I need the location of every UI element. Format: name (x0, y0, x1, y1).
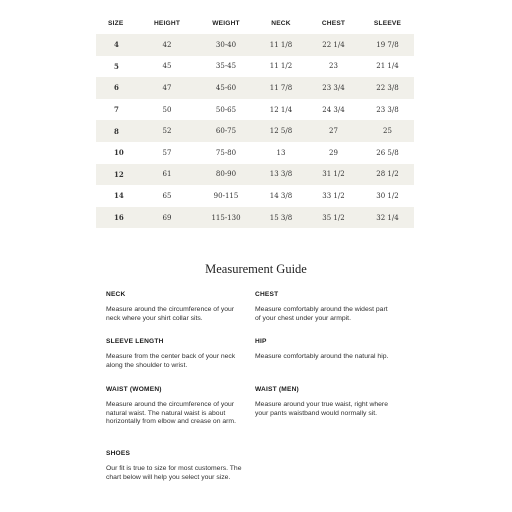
cell-chest: 33 1/2 (306, 185, 361, 207)
cell-neck: 13 3/8 (256, 164, 306, 186)
cell-height: 57 (138, 142, 196, 164)
cell-sleeve: 32 1/4 (361, 207, 414, 229)
table-row (96, 185, 414, 207)
table-row (96, 207, 414, 229)
header-size: SIZE (108, 19, 124, 27)
cell-height: 45 (138, 56, 196, 78)
header-height: HEIGHT (153, 19, 181, 27)
cell-height: 61 (138, 164, 196, 186)
cell-weight: 35-45 (196, 56, 256, 78)
measurement-guide-title: Measurement Guide (205, 262, 307, 276)
cell-weight: 80-90 (196, 164, 256, 186)
cell-height: 50 (138, 99, 196, 121)
guide-neck-label: NECK (106, 291, 126, 298)
cell-chest: 22 1/4 (306, 34, 361, 56)
cell-size: 6 (96, 77, 138, 99)
table-body (96, 34, 414, 228)
guide-neck-desc: Measure around the circumference of your neck where your shirt collar sits. (106, 306, 235, 322)
cell-size: 16 (96, 207, 138, 229)
guide-chest-desc: Measure comfortably around the widest part of your chest under your armpit. (255, 306, 388, 322)
cell-size: 14 (96, 185, 138, 207)
cell-height: 52 (138, 120, 196, 142)
cell-neck: 12 1/4 (256, 99, 306, 121)
table-row (96, 56, 414, 78)
guide-neck (106, 291, 246, 323)
size-chart-table (96, 12, 414, 228)
header-weight: WEIGHT (212, 19, 240, 27)
cell-chest: 27 (306, 120, 361, 142)
guide-waist-women-desc: Measure around the circumference of your natural waist. The natural waist is about horizontally from elbow and crease on arm. (106, 401, 236, 426)
guide-sleeve-desc: Measure from the center back of your neck along the shoulder to wrist. (106, 353, 236, 369)
guide-sleeve-label: SLEEVE LENGTH (106, 338, 164, 345)
cell-weight: 60-75 (196, 120, 256, 142)
cell-sleeve: 25 (361, 120, 414, 142)
guide-shoes-label: SHOES (106, 450, 131, 457)
cell-neck: 15 3/8 (256, 207, 306, 229)
header-chest: CHEST (321, 19, 346, 27)
table-row (96, 164, 414, 186)
cell-weight: 45-60 (196, 77, 256, 99)
table-row (96, 142, 414, 164)
cell-sleeve: 23 3/8 (361, 99, 414, 121)
cell-sleeve: 28 1/2 (361, 164, 414, 186)
guide-waist-men-label: WAIST (MEN) (255, 386, 299, 393)
cell-size: 8 (96, 120, 138, 142)
cell-weight: 115-130 (196, 207, 256, 229)
cell-sleeve: 19 7/8 (361, 34, 414, 56)
cell-neck: 11 7/8 (256, 77, 306, 99)
cell-weight: 90-115 (196, 185, 256, 207)
header-sleeve: SLEEVE (373, 19, 402, 27)
cell-sleeve: 30 1/2 (361, 185, 414, 207)
cell-size: 10 (96, 142, 138, 164)
cell-chest: 35 1/2 (306, 207, 361, 229)
cell-height: 65 (138, 185, 196, 207)
cell-neck: 11 1/8 (256, 34, 306, 56)
table-header-row (96, 12, 414, 34)
cell-size: 7 (96, 99, 138, 121)
guide-hip (255, 338, 395, 362)
guide-chest-label: CHEST (255, 291, 279, 298)
cell-height: 42 (138, 34, 196, 56)
guide-waist-men (255, 386, 395, 418)
cell-sleeve: 22 3/8 (361, 77, 414, 99)
table-row (96, 99, 414, 121)
cell-height: 47 (138, 77, 196, 99)
guide-waist-women-label: WAIST (WOMEN) (106, 386, 162, 393)
guide-hip-desc: Measure comfortably around the natural hip. (255, 353, 389, 360)
guide-shoes (106, 450, 246, 482)
cell-size: 12 (96, 164, 138, 186)
cell-chest: 23 (306, 56, 361, 78)
cell-sleeve: 21 1/4 (361, 56, 414, 78)
cell-size: 4 (96, 34, 138, 56)
cell-neck: 12 5/8 (256, 120, 306, 142)
cell-chest: 29 (306, 142, 361, 164)
cell-sleeve: 26 5/8 (361, 142, 414, 164)
cell-weight: 75-80 (196, 142, 256, 164)
guide-shoes-desc: Our fit is true to size for most customers. The chart below will help you select your size. (106, 465, 242, 481)
cell-neck: 13 (256, 142, 306, 164)
cell-weight: 50-65 (196, 99, 256, 121)
guide-waist-women (106, 386, 246, 427)
cell-chest: 23 3/4 (306, 77, 361, 99)
cell-chest: 24 3/4 (306, 99, 361, 121)
cell-weight: 30-40 (196, 34, 256, 56)
guide-waist-men-desc: Measure around your true waist, right where your pants waistband would normally sit. (255, 401, 388, 417)
table-row (96, 77, 414, 99)
cell-chest: 31 1/2 (306, 164, 361, 186)
guide-chest (255, 291, 395, 323)
cell-neck: 11 1/2 (256, 56, 306, 78)
header-neck: NECK (271, 19, 291, 27)
cell-neck: 14 3/8 (256, 185, 306, 207)
table-row (96, 120, 414, 142)
cell-height: 69 (138, 207, 196, 229)
guide-hip-label: HIP (255, 338, 267, 345)
cell-size: 5 (96, 56, 138, 78)
table-row (96, 34, 414, 56)
guide-sleeve (106, 338, 246, 370)
